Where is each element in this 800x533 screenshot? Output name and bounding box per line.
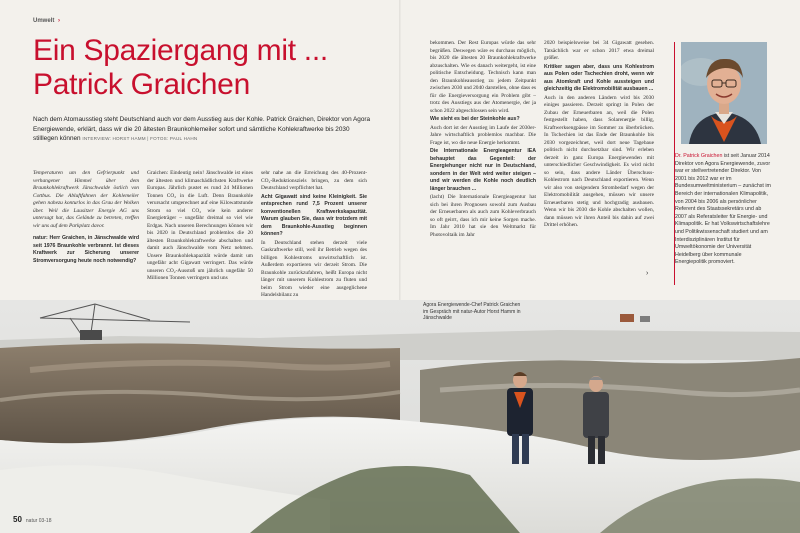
author-credit: INTERVIEW: HORST HAMM | FOTOS: PAUL HAHN <box>82 136 198 142</box>
answer-paragraph: 2020 beispielsweise bei 34 Gigawatt gesehen. Tatsächlich war er schon 2017 etwa dreimal größer. <box>544 40 654 61</box>
section-name: Umwelt <box>33 18 55 24</box>
portrait-photo <box>681 42 767 144</box>
answer-paragraph: bekommen. Der Rest Europas würde das sehr begrüßen. Deswegen wäre es durchaus möglich, bis 2020 die ältesten 20 Braunkohlekraftwerke abzuschalten. Wie es danach weitergeht, ist eine politische Entscheidung. Technisch kann man den Braunkohleausstieg zu jedem Zeitpunkt zwischen 2030 und 2040 darstellen, ohne dass es für die Energieversorgung ein Problem gibt – trotz des Ausstiegs aus der Atomenergie, der ja schon 2022 abgeschlossen sein wird. <box>430 40 536 114</box>
title-line-2: Patrick Graichen <box>33 68 250 101</box>
interview-question: Wie sieht es bei der Steinkohle aus? <box>430 116 520 122</box>
section-label <box>33 18 60 24</box>
answer-paragraph: sehr nahe an die Erreichung des 40-Prozent-CO₂-Reduktionsziels bringen, zu dem sich Deutschland verpflichtet hat. <box>261 170 367 191</box>
answer-paragraph: Auch in den anderen Ländern wird bis 2030 einiges passieren. Derzeit springt in Polen der Zubau der Erneuerbaren an, weil die Polen festgestellt haben, dass Solarenergie billig, Kraftwerksengpässe im Sommer zu überbrücken. In Tschechien ist das Ende der Braunkohle bis 2030 vorgezeichnet, weil dort neue Tagebaue politisch nicht durchsetzbar sind. Wir erleben derzeit in ganz Europa Energiewenden mit unterschiedlicher Geschwindigkeit. Es wird nicht so sein, dass andere Länder Überschuss-Kohlestrom nach Deutschland exportieren. Wenn wir also von steigendem Strombedarf wegen der Elektromobilität ausgehen, müssen wir unsere Erneuerbaren stetig und hochgradig ausbauen. Wenn wir bis 2030 die Kohle abschalten wollen, dann müssen wir ihren Anteil bis dahin auf zwei Drittel erhöhen. <box>544 94 654 228</box>
interview-question: natur: Herr Graichen, in Jänschwalde wird seit 1976 Braunkohle verbrannt. Ist dieses Kraftwerk zur Sicherung unserer Stromversorgung heute noch notwendig? <box>33 235 139 264</box>
answer-paragraph: Auch dort ist der Ausstieg im Laufe der 2030er-Jahre wirtschaftlich problemlos machbar. Die Frage ist, wo die neue Energie herkommt. <box>430 124 536 146</box>
author-bio <box>675 153 771 267</box>
intro-paragraph: Temperaturen um den Gefrierpunkt und verhangener Himmel über dem Braunkohlekraftwerk Jänschwalde östlich von Cottbus. Die Abluftfahnen der Kohlemeiler gehen nahezu konturlos in das Grau der Wolken über. Weil die Lausitzer Energie AG uns untersagt hat, das Gelände zu betreten, treffen wir uns auf dem Parkplatz davor. <box>33 170 139 229</box>
answer-paragraph: Graichen: Eindeutig nein! Jänschwalde ist eines der ältesten und klimaschädlichsten Kraftwerke Europas. Jährlich pustet es rund 24 Millionen Tonnen CO₂ in die Luft. Denn Braunkohle verursacht umgerechnet auf eine Kilowattstunde Strom so viel CO₂ wie kein anderer Energieträger – ungefähr dreimal so viel wie Erdgas. Nach unseren Berechnungen können wir bis 2020 in Deutschland problemlos die 20 ältesten Braunkohlekraftwerke abschalten und damit auch Jänschwalde vom Netz nehmen. Unsere Braunkohlekapazität würde damit um ungefähr acht Gigawatt verringert. Das würde unseren CO₂-Ausstoß um jährlich ungefähr 50 Millionen Tonnen verringern und uns <box>147 170 253 281</box>
photo-caption: Agora Energiewende-Chef Patrick Graichen im Gespräch mit natur-Autor Horst Hamm in Jänschwalde <box>423 302 521 322</box>
answer-paragraph: In Deutschland stehen derzeit viele Gaskraftwerke still, weil ihr Betrieb wegen des billigen Kohlestroms unwirtschaftlich ist. Außerdem exportieren wir derzeit Strom. Die Braunkohle zurückzufahren, heißt Europa nicht länger mit unserem Kohlestrom zu fluten und beim Strom wieder eine ausgeglichene Handelsbilanz zu <box>261 239 367 298</box>
interview-question: Kritiker sagen aber, dass uns Kohlestrom aus Polen oder Tschechien droht, wenn wir aus Atomkraft und Kohle aussteigen und gleichzeitig die Elektromobilität ausbauen ... <box>544 63 654 92</box>
text-column-3 <box>261 170 367 301</box>
title-line-1: Ein Spaziergang mit ... <box>33 34 328 67</box>
winter-mine-landscape <box>0 300 800 533</box>
page-folio <box>13 515 51 524</box>
continue-arrow-icon: › <box>646 270 649 277</box>
text-column-4 <box>430 40 536 240</box>
lead-text: Nach dem Atomausstieg steht Deutschland auch vor dem Ausstieg aus der Kohle. Patrick Graichen, Direktor von Agora Energiewende, erklärt, dass wir die 20 ältesten Braunkohlemeiler sofort und sämtliche Kohlekraftwerke bis 2030 stilllegen können <box>33 116 371 143</box>
interview-question: Acht Gigawatt sind keine Kleinigkeit. Sie entsprechen rund 7,5 Prozent unserer konventionellen Kraftwerkskapazität. Warum glauben Sie, dass wir trotzdem mit dem Braunkohle-Ausstieg beginnen können? <box>261 193 367 237</box>
text-column-5 <box>544 40 654 231</box>
interview-question: Die Internationale Energieagentur IEA behauptet das Gegenteil: der Energiehunger nicht nur in Deutschland, sondern in der Welt wird weiter steigen – und wir werden die Kohle noch deutlich länger brauchen ... <box>430 148 536 192</box>
chevron-right-icon: › <box>58 18 61 24</box>
magazine-issue: natur 03-18 <box>25 518 52 524</box>
bio-name: Dr. Patrick Graichen <box>675 153 723 159</box>
text-column-2 <box>147 170 253 284</box>
article-lead <box>33 115 373 144</box>
portrait-illustration <box>681 42 767 144</box>
answer-paragraph: (lacht) Die Internationale Energieagentur hat sich bei ihren Prognosen sowohl zum Ausbau der Erneuerbaren als auch zum Kohleverbrauch so oft geirrt, dass ich mir keine Sorgen mache. Im Jahr 2010 hat sie den Weltmarkt für Photovoltaik im Jahr <box>430 194 536 238</box>
page-number: 50 <box>13 515 22 524</box>
landscape-photo <box>0 300 800 533</box>
article-title <box>33 34 363 102</box>
text-column-1 <box>33 170 139 266</box>
bio-text: ist seit Januar 2014 Direktor von Agora Energiewende, zuvor war er stellvertretender Direktor. Von 2001 bis 2012 war er im Bundesumweltministerium – zunächst im Bereich der internationalen Klimapolitik, von 2004 bis 2006 als persönlicher Referent des Staatssekretärs und ab 2007 als Referatsleiter für Energie- und Klimapolitik. Er hat Volkswirtschaftslehre und Politikwissenschaft studiert und am Interdisziplinären Institut für Umweltökonomie der Universität Heidelberg über kommunale Energiepolitik promoviert. <box>675 153 771 266</box>
